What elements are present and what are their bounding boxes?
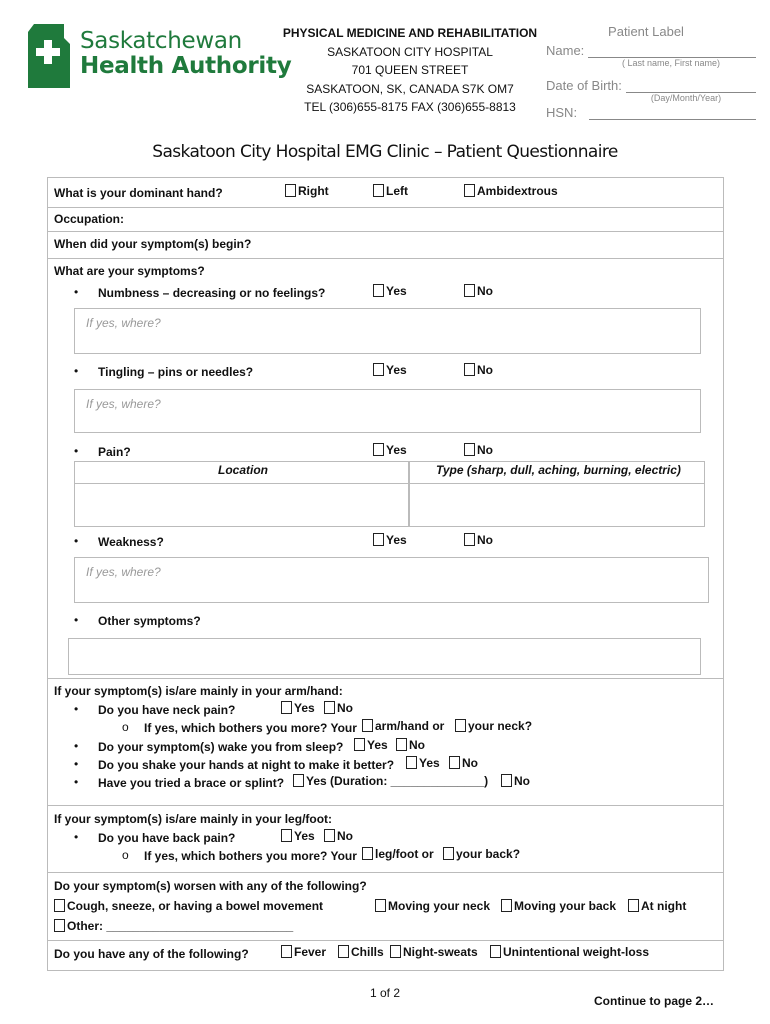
shake-label: Do you shake your hands at night to make it better? — [98, 758, 395, 772]
checkbox[interactable] — [390, 945, 401, 958]
checkbox[interactable] — [54, 899, 65, 912]
brace-label: Have you tried a brace or splint? — [98, 776, 285, 790]
tingling-yes: Yes — [373, 363, 407, 377]
numbness-where-field[interactable] — [74, 308, 701, 354]
your-neck-option: your neck? — [455, 719, 532, 733]
other-symptoms-label: Other symptoms? — [98, 614, 201, 628]
address-city: SASKATOON, SK, CANADA S7K OM7 — [306, 81, 514, 96]
address-dept: PHYSICAL MEDICINE AND REHABILITATION — [282, 26, 538, 40]
checkbox[interactable] — [501, 774, 512, 787]
checkbox[interactable] — [373, 284, 384, 297]
checkbox[interactable] — [373, 443, 384, 456]
dob-label: Date of Birth: — [546, 78, 622, 93]
tingling-where-hint: If yes, where? — [86, 397, 161, 411]
address-street: 701 QUEEN STREET — [351, 63, 469, 77]
checkbox[interactable] — [338, 945, 349, 958]
worsen-neck: Moving your neck — [375, 899, 490, 913]
weakness-label: Weakness? — [98, 535, 164, 549]
pain-label: Pain? — [98, 445, 131, 459]
dominant-hand-right: Right — [285, 184, 329, 198]
page-number: 1 of 2 — [369, 986, 401, 1000]
checkbox[interactable] — [281, 945, 292, 958]
checkbox[interactable] — [373, 533, 384, 546]
checkbox[interactable] — [449, 756, 460, 769]
patient-label-title: Patient Label — [608, 24, 684, 39]
checkbox[interactable] — [375, 899, 386, 912]
checkbox[interactable] — [396, 738, 407, 751]
checkbox[interactable] — [293, 774, 304, 787]
pain-location-header: Location — [218, 463, 268, 477]
checkbox[interactable] — [490, 945, 501, 958]
address-hospital: SASKATOON CITY HOSPITAL — [327, 44, 493, 59]
numbness-where-hint: If yes, where? — [86, 316, 161, 330]
dominant-hand-left: Left — [373, 184, 408, 198]
checkbox[interactable] — [406, 756, 417, 769]
following-weight-loss: Unintentional weight-loss — [490, 945, 649, 959]
pain-no: No — [464, 443, 493, 457]
numbness-no: No — [464, 284, 493, 298]
checkbox[interactable] — [501, 899, 512, 912]
pain-yes: Yes — [373, 443, 407, 457]
back-pain-label: Do you have back pain? — [98, 831, 236, 845]
hsn-field[interactable] — [589, 106, 756, 120]
neck-pain-yes: Yes — [281, 701, 315, 715]
checkbox[interactable] — [464, 363, 475, 376]
worsen-cough: Cough, sneeze, or having a bowel movement — [54, 899, 323, 913]
shake-yes: Yes — [406, 756, 440, 770]
name-label: Name: — [546, 43, 585, 58]
checkbox[interactable] — [443, 847, 454, 860]
wake-yes: Yes — [354, 738, 388, 752]
continue-note: Continue to page 2… — [594, 994, 714, 1008]
page-title: Saskatoon City Hospital EMG Clinic – Patient Questionnaire — [152, 142, 618, 162]
symptom-began-label: When did your symptom(s) begin? — [54, 237, 252, 251]
health-authority-logo-icon — [26, 22, 72, 90]
checkbox[interactable] — [464, 284, 475, 297]
wake-label: Do your symptom(s) wake you from sleep? — [98, 740, 344, 754]
arm-heading: If your symptom(s) is/are mainly in your arm/hand: — [54, 684, 343, 698]
checkbox[interactable] — [54, 919, 65, 932]
worsen-back: Moving your back — [501, 899, 616, 913]
weakness-where-field[interactable] — [74, 557, 709, 603]
checkbox[interactable] — [628, 899, 639, 912]
checkbox[interactable] — [281, 701, 292, 714]
tingling-where-field[interactable] — [74, 389, 701, 433]
checkbox[interactable] — [373, 184, 384, 197]
checkbox[interactable] — [464, 443, 475, 456]
logo-text-line2: Health Authority — [80, 53, 292, 79]
numbness-label: Numbness – decreasing or no feelings? — [98, 286, 326, 300]
checkbox[interactable] — [354, 738, 365, 751]
dominant-hand-question: What is your dominant hand? — [54, 186, 223, 200]
brace-no: No — [501, 774, 530, 788]
back-pain-yes: Yes — [281, 829, 315, 843]
tingling-label: Tingling – pins or needles? — [98, 365, 254, 379]
your-back-option: your back? — [443, 847, 520, 861]
neck-pain-label: Do you have neck pain? — [98, 703, 236, 717]
brace-yes: Yes (Duration: ______________) — [293, 774, 488, 788]
following-night-sweats: Night-sweats — [390, 945, 478, 959]
following-chills: Chills — [338, 945, 384, 959]
checkbox[interactable] — [464, 533, 475, 546]
arm-bothers-label: If yes, which bothers you more? Your — [144, 721, 357, 735]
leg-heading: If your symptom(s) is/are mainly in your leg/foot: — [54, 812, 333, 826]
leg-bothers-label: If yes, which bothers you more? Your — [144, 849, 357, 863]
questionnaire-form: What is your dominant hand? Right Left Ambidextrous Occupation: When did your symptom(s) begin? What are your symptoms? • Numbness – decreasing or no feelings? Yes No If yes, where? • Tingling – pins or needles? Yes No If yes, where? • Pain? Yes No Location Type (sharp, dull, aching, burning, electric) • Weakness? Yes No If yes, where? • Other symptoms? If your symptom(s) is/are mainly in your arm/hand: • Do you have neck pain? Yes No o If yes, which bothers you more? Your arm/hand or your neck? • Do your symptom(s) wake you from sleep? Yes No • Do you shake your hands at night to make it better? Yes No • Have you tried a brace or splint? Yes (Duration: ______________) No If your symptom(s) is/are mainly in your leg/foot: • Do you have back pain? Yes No o If yes, which bothers you more? Your leg/foot or your back? Do your symptom(s) worsen with any of the following? Cough, sneeze, or having a bowel movement Moving your neck Moving your back At night Other: ____________________________ Do you have any of the following? Fever Chills Night-sweats Unintentional weight-loss — [47, 177, 724, 971]
patient-label-area — [546, 24, 756, 120]
logo-text-line1: Saskatchewan — [80, 28, 242, 54]
weakness-yes: Yes — [373, 533, 407, 547]
checkbox[interactable] — [285, 184, 296, 197]
hsn-label: HSN: — [546, 105, 578, 120]
checkbox[interactable] — [281, 829, 292, 842]
back-pain-no: No — [324, 829, 353, 843]
numbness-yes: Yes — [373, 284, 407, 298]
neck-pain-no: No — [324, 701, 353, 715]
dob-hint: (Day/Month/Year) — [650, 93, 722, 103]
weakness-no: No — [464, 533, 493, 547]
following-fever: Fever — [281, 945, 326, 959]
name-field[interactable] — [588, 44, 756, 58]
symptoms-question: What are your symptoms? — [54, 264, 205, 278]
shake-no: No — [449, 756, 478, 770]
other-symptoms-field[interactable] — [68, 638, 701, 675]
checkbox[interactable] — [324, 701, 335, 714]
weakness-where-hint: If yes, where? — [86, 565, 161, 579]
checkbox[interactable] — [464, 184, 475, 197]
following-question: Do you have any of the following? — [54, 947, 249, 961]
checkbox[interactable] — [362, 719, 373, 732]
worsen-question: Do your symptom(s) worsen with any of the following? — [54, 879, 367, 893]
name-hint: ( Last name, First name) — [621, 58, 721, 68]
wake-no: No — [396, 738, 425, 752]
address-phone: TEL (306)655-8175 FAX (306)655-8813 — [304, 100, 516, 114]
checkbox[interactable] — [324, 829, 335, 842]
dominant-hand-ambidextrous: Ambidextrous — [464, 184, 558, 198]
pain-type-header: Type (sharp, dull, aching, burning, electric) — [436, 463, 681, 477]
dob-field[interactable] — [626, 79, 756, 93]
checkbox[interactable] — [362, 847, 373, 860]
occupation-label: Occupation: — [54, 212, 125, 226]
clinic-address — [280, 24, 540, 117]
arm-hand-option: arm/hand or — [362, 719, 444, 733]
checkbox[interactable] — [455, 719, 466, 732]
leg-foot-option: leg/foot or — [362, 847, 434, 861]
worsen-other: Other: ____________________________ — [54, 919, 293, 933]
checkbox[interactable] — [373, 363, 384, 376]
worsen-night: At night — [628, 899, 686, 913]
tingling-no: No — [464, 363, 493, 377]
